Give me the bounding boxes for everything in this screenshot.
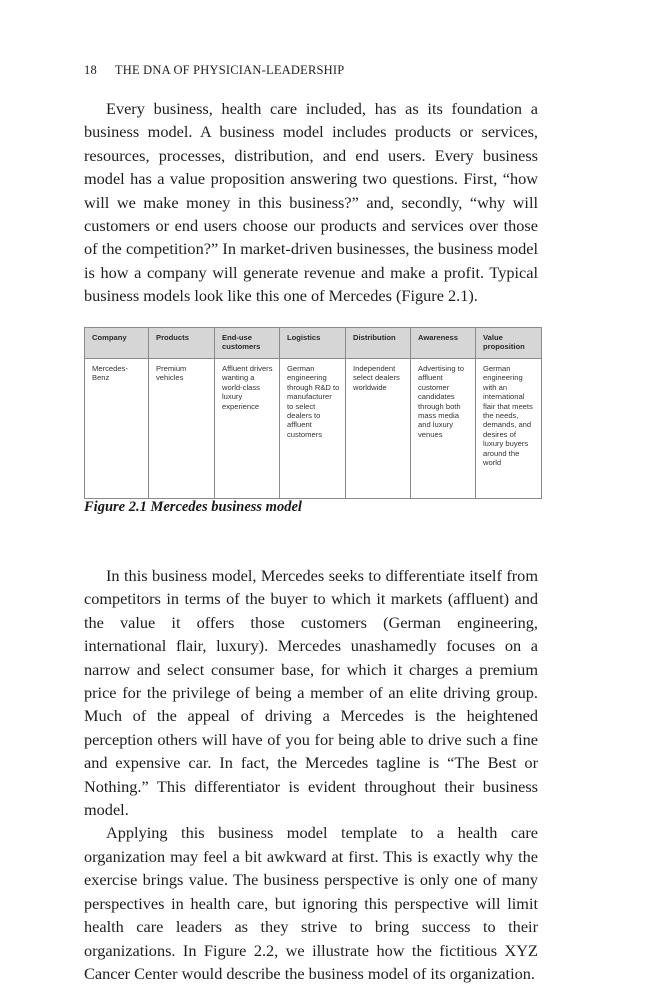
mercedes-business-model-table <box>84 327 542 499</box>
header-value-proposition: Value proposition <box>476 328 542 359</box>
table-header-row <box>85 328 542 359</box>
paragraph-health-care-application: Applying this business model template to a health care organization may feel a bit awkward at first. This is exactly why the exercise brings value. The business perspective is only one of many perspectives in health care, but ignoring this perspective will limit health care leaders as they strive to bring success to their organizations. In Figure 2.2, we illustrate how the fictitious XYZ Cancer Center would describe the business model of its organization. <box>84 823 538 983</box>
cell-products: Premium vehicles <box>149 359 215 499</box>
main-text-block <box>84 564 538 985</box>
header-awareness: Awareness <box>411 328 476 359</box>
cell-end-use-customers: Affluent drivers wanting a world-class luxury experience <box>215 359 280 499</box>
running-head-title: THE DNA OF PHYSICIAN-LEADERSHIP <box>114 63 345 77</box>
cell-company: Mercedes-Benz <box>85 359 149 499</box>
header-products: Products <box>149 328 215 359</box>
page-number: 18 <box>84 63 97 77</box>
table-row <box>85 359 542 499</box>
header-logistics: Logistics <box>280 328 346 359</box>
running-head <box>84 63 344 78</box>
cell-awareness: Advertising to affluent customer candidates through both mass media and luxury venues <box>411 359 476 499</box>
paragraph-business-model: Every business, health care included, has as its foundation a business model. A business model includes products or services, resources, processes, distribution, and end users. Every business model has a value proposition answering two questions. First, “how will we make money in this business?” and, secondly, “why will customers or end users choose our products and services over those of the competition?” In market-driven businesses, the business model is how a company will generate revenue and make a profit. Typical business models look like this one of Mercedes (Figure 2.1). <box>84 99 538 306</box>
paragraph-mercedes-analysis: In this business model, Mercedes seeks to differentiate itself from competitors in terms of the buyer to which it markets (affluent) and the value it offers those customers (German engineering, international flair, luxury). Mercedes unashamedly focuses on a narrow and select consumer base, for which it charges a premium price for the privilege of being a member of an elite driving group. Much of the appeal of driving a Mercedes is the heightened perception others will have of you for being able to drive such a fine and expensive car. In fact, the Mercedes tagline is “The Best or Nothing.” This differentiator is evident throughout their business model. <box>84 566 538 820</box>
header-distribution: Distribution <box>346 328 411 359</box>
header-end-use-customers: End-use customers <box>215 328 280 359</box>
intro-text-block <box>84 97 538 308</box>
cell-value-proposition: German engineering with an international flair that meets the needs, demands, and desires of luxury buyers around the world <box>476 359 542 499</box>
cell-distribution: Independent select dealers worldwide <box>346 359 411 499</box>
header-company: Company <box>85 328 149 359</box>
cell-logistics: German engineering through R&D to manufacturer to select dealers to affluent customers <box>280 359 346 499</box>
figure-caption: Figure 2.1 Mercedes business model <box>84 499 302 515</box>
